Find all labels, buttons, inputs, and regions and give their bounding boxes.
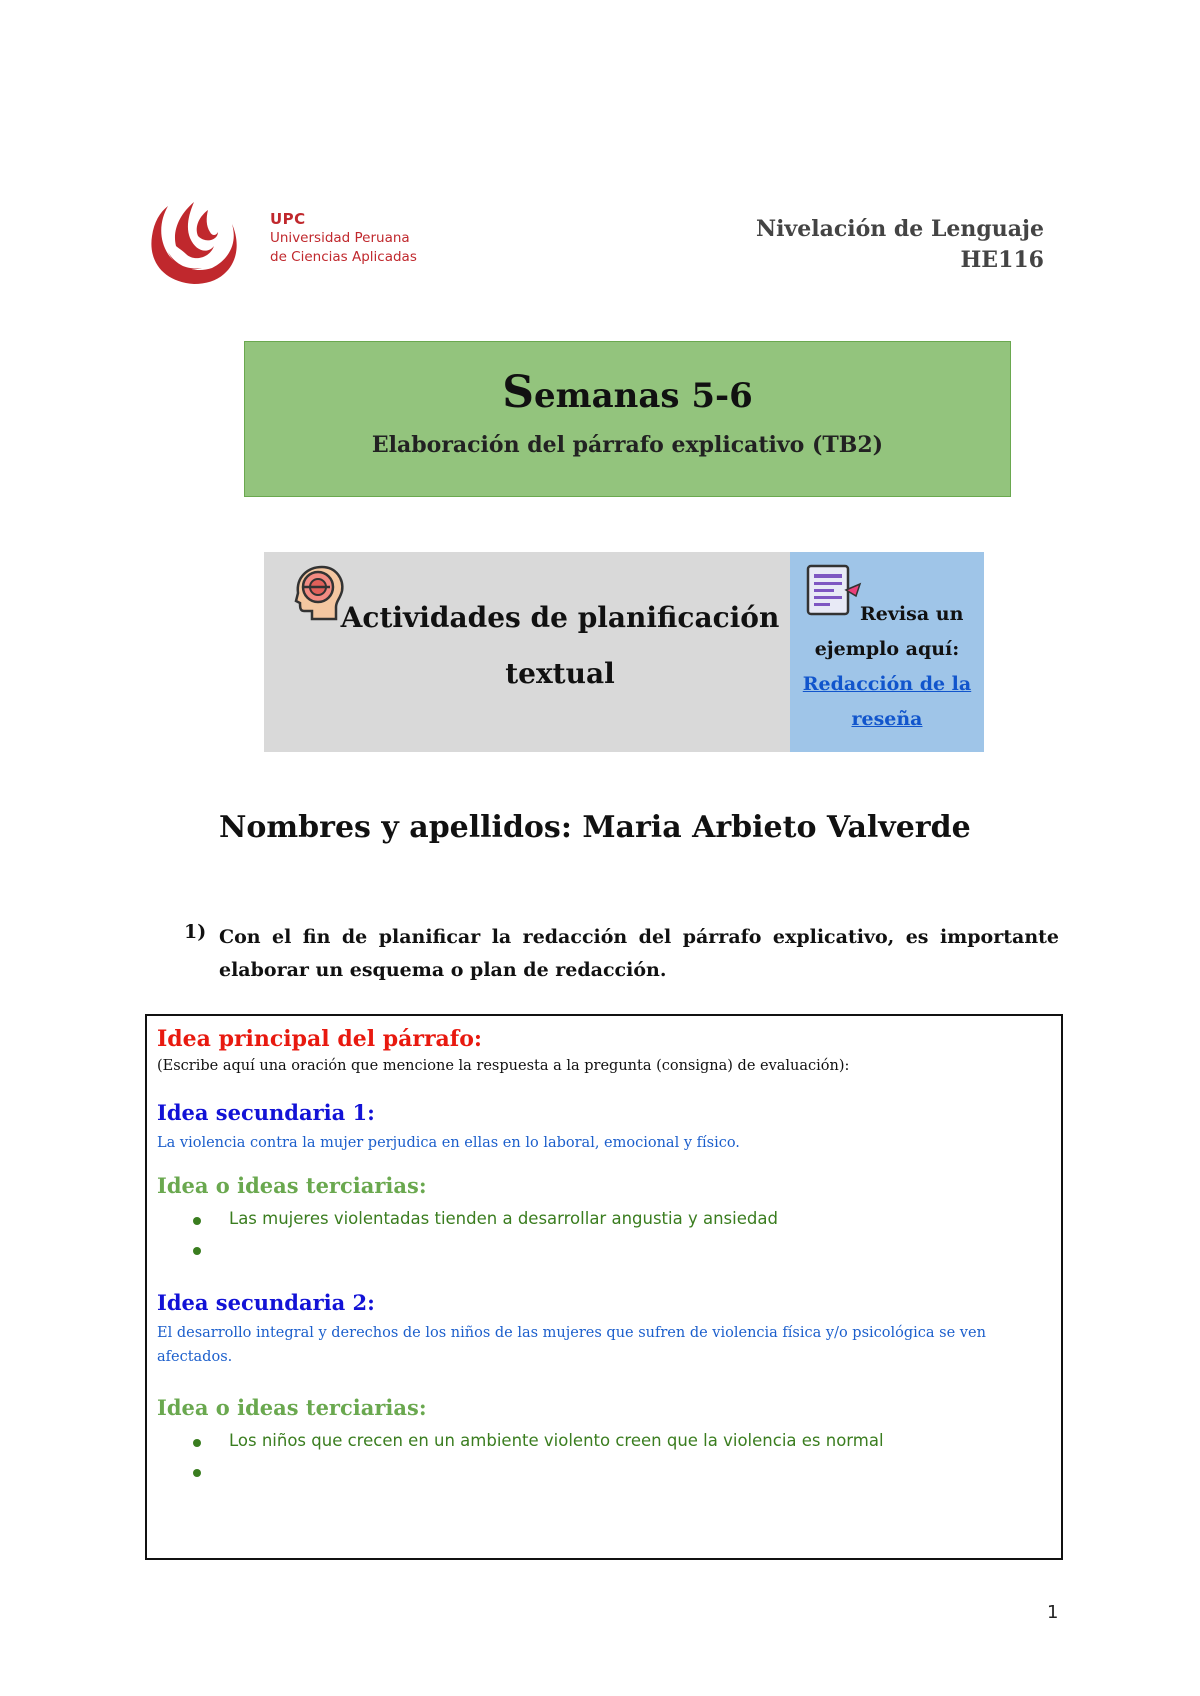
student-name: Nombres y apellidos: Maria Arbieto Valverde [219,810,971,845]
logo-line-2: Universidad Peruana [270,230,410,246]
bullet-icon [193,1247,201,1255]
bullet-icon [193,1439,201,1447]
secondary-idea-1-text: La violencia contra la mujer perjudica en ellas en lo laboral, emocional y físico. [157,1135,740,1151]
secondary-idea-2-text: El desarrollo integral y derechos de los niños de las mujeres que sufren de violencia física y/o psicológica se ven afectados. [157,1325,986,1365]
bullet-icon [193,1469,201,1477]
list-item-text: Las mujeres violentadas tienden a desarrollar angustia y ansiedad [229,1209,778,1228]
list-item-text: Los niños que crecen en un ambiente violento creen que la violencia es normal [229,1431,884,1450]
tertiary-ideas-1-heading: Idea o ideas terciarias: [157,1173,427,1198]
tertiary-ideas-2-heading: Idea o ideas terciarias: [157,1395,427,1420]
reference-text [790,597,984,737]
title-initial: S [502,367,534,418]
bullet-icon [193,1217,201,1225]
course-info [756,214,1044,276]
writing-plan-content [157,1026,1051,1486]
course-code: HE116 [960,247,1044,273]
head-brain-icon [290,563,346,623]
page-subtitle: Elaboración del párrafo explicativo (TB2) [371,432,884,458]
secondary-idea-2-heading: Idea secundaria 2: [157,1290,375,1315]
reference-line-2: ejemplo aquí: [814,638,960,660]
activities-title-line-1: Actividades de planificación [340,601,780,634]
page-number: 1 [1047,1602,1059,1623]
university-name [270,210,417,267]
tertiary-ideas-1-list [157,1204,1051,1264]
tertiary-ideas-2-list [157,1426,1051,1486]
question-number: 1) [184,921,207,943]
reference-link-line-2[interactable]: reseña [851,708,923,730]
list-item [193,1204,1051,1234]
reference-line-1: Revisa un [860,603,964,625]
logo-line-3: de Ciencias Aplicadas [270,249,417,265]
course-name: Nivelación de Lenguaje [755,216,1044,242]
secondary-idea-1-heading: Idea secundaria 1: [157,1100,375,1125]
logo-acronym: UPC [270,210,306,228]
list-item [193,1456,1051,1486]
main-idea-instruction: (Escribe aquí una oración que mencione la respuesta a la pregunta (consigna) de evaluación): [157,1058,850,1074]
question-text: Con el fin de planificar la redacción del párrafo explicativo, es importante elaborar un esquema o plan de redacción. [219,926,1059,981]
activities-title [340,590,780,702]
reference-link-line-1[interactable]: Redacción de la [802,673,972,695]
writing-plan-box [145,1014,1063,1560]
title-rest: emanas 5-6 [533,376,753,416]
upc-logo-icon [146,198,242,288]
title-box [244,341,1011,497]
page-title [245,367,1010,418]
list-item [193,1426,1051,1456]
list-item [193,1234,1051,1264]
activities-title-line-2: textual [505,657,615,690]
main-idea-heading: Idea principal del párrafo: [157,1026,483,1052]
